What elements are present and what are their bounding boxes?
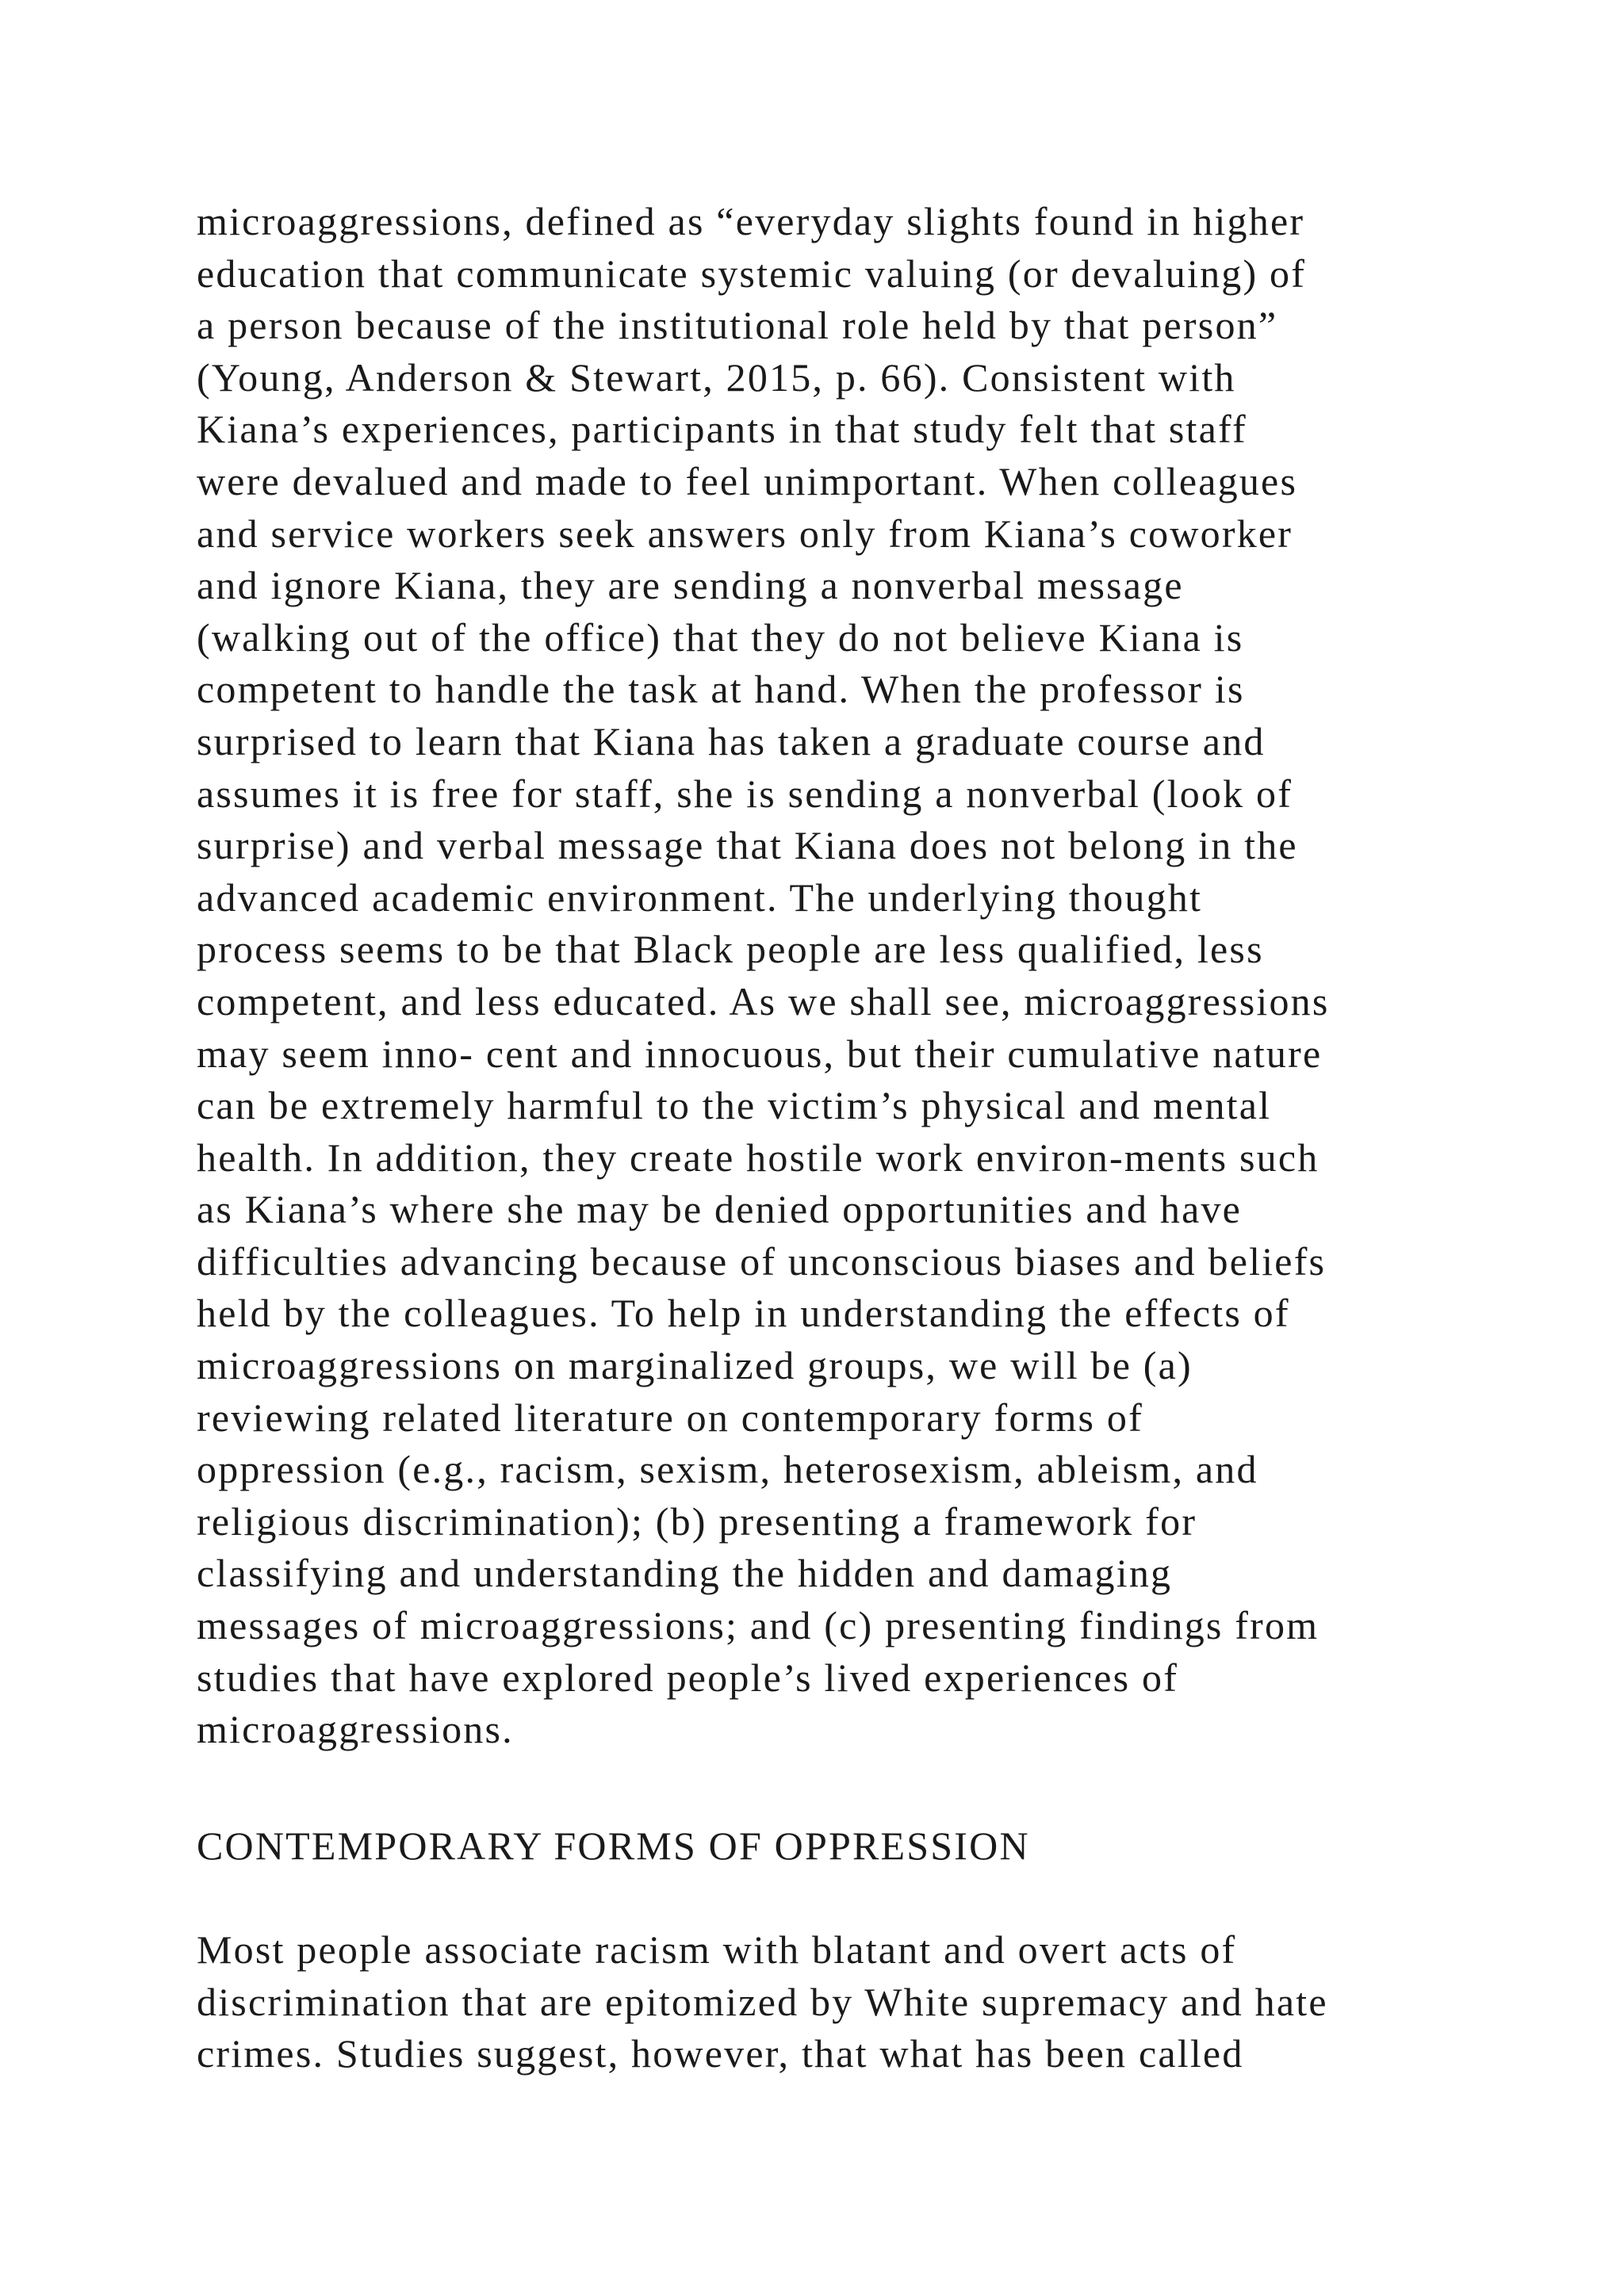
body-paragraph-2 [197,1924,1497,2080]
text-line: held by the colleagues. To help in understanding the effects of [197,1291,1290,1336]
text-line: may seem inno- cent and innocuous, but their cumulative nature [197,1031,1323,1076]
text-line: discrimination that are epitomized by White supremacy and hate [197,1979,1328,2024]
text-line: and ignore Kiana, they are sending a nonverbal message [197,563,1184,608]
text-line: surprise) and verbal message that Kiana does not belong in the [197,823,1298,868]
text-line: messages of microaggressions; and (c) presenting findings from [197,1603,1320,1648]
text-line: and service workers seek answers only from Kiana’s coworker [197,511,1293,556]
text-line: studies that have explored people’s lived experiences of [197,1655,1179,1700]
text-line: competent to handle the task at hand. When the professor is [197,667,1245,712]
text-line: health. In addition, they create hostile work environ-ments such [197,1135,1320,1180]
text-line: (walking out of the office) that they do not believe Kiana is [197,614,1244,660]
text-line: reviewing related literature on contemporary forms of [197,1395,1143,1440]
text-line: were devalued and made to feel unimportant. When colleagues [197,458,1298,503]
text-line: (Young, Anderson & Stewart, 2015, p. 66). Consistent with [197,354,1236,400]
text-line: difficulties advancing because of unconscious biases and beliefs [197,1238,1327,1284]
heading-text: CONTEMPORARY FORMS OF OPPRESSION [197,1823,1030,1868]
text-line: religious discrimination); (b) presenting a framework for [197,1498,1197,1544]
text-line: oppression (e.g., racism, sexism, heterosexism, ableism, and [197,1447,1258,1492]
text-line: surprised to learn that Kiana has taken a graduate course and [197,718,1266,763]
text-line: can be extremely harmful to the victim’s physical and mental [197,1083,1272,1128]
text-line: classifying and understanding the hidden and damaging [197,1551,1173,1596]
text-line: assumes it is free for staff, she is sending a nonverbal (look of [197,771,1293,816]
text-line: microaggressions on marginalized groups, we will be (a) [197,1343,1193,1388]
text-line: microaggressions, defined as “everyday slights found in higher [197,199,1305,243]
text-line: microaggressions. [197,1707,514,1752]
text-line: Most people associate racism with blatant and overt acts of [197,1927,1237,1972]
text-line: as Kiana’s where she may be denied opportunities and have [197,1187,1243,1232]
section-heading [197,1820,1497,1873]
text-line: a person because of the institutional role held by that person” [197,303,1278,348]
text-line: crimes. Studies suggest, however, that what has been called [197,2031,1244,2076]
text-line: advanced academic environment. The underlying thought [197,874,1203,920]
body-paragraph-1 [197,196,1497,1756]
text-line: process seems to be that Black people are less qualified, less [197,927,1264,972]
text-line: education that communicate systemic valuing (or devaluing) of [197,251,1307,296]
text-line: competent, and less educated. As we shall see, microaggressions [197,978,1330,1024]
text-line: Kiana’s experiences, participants in that study felt that staff [197,407,1247,452]
